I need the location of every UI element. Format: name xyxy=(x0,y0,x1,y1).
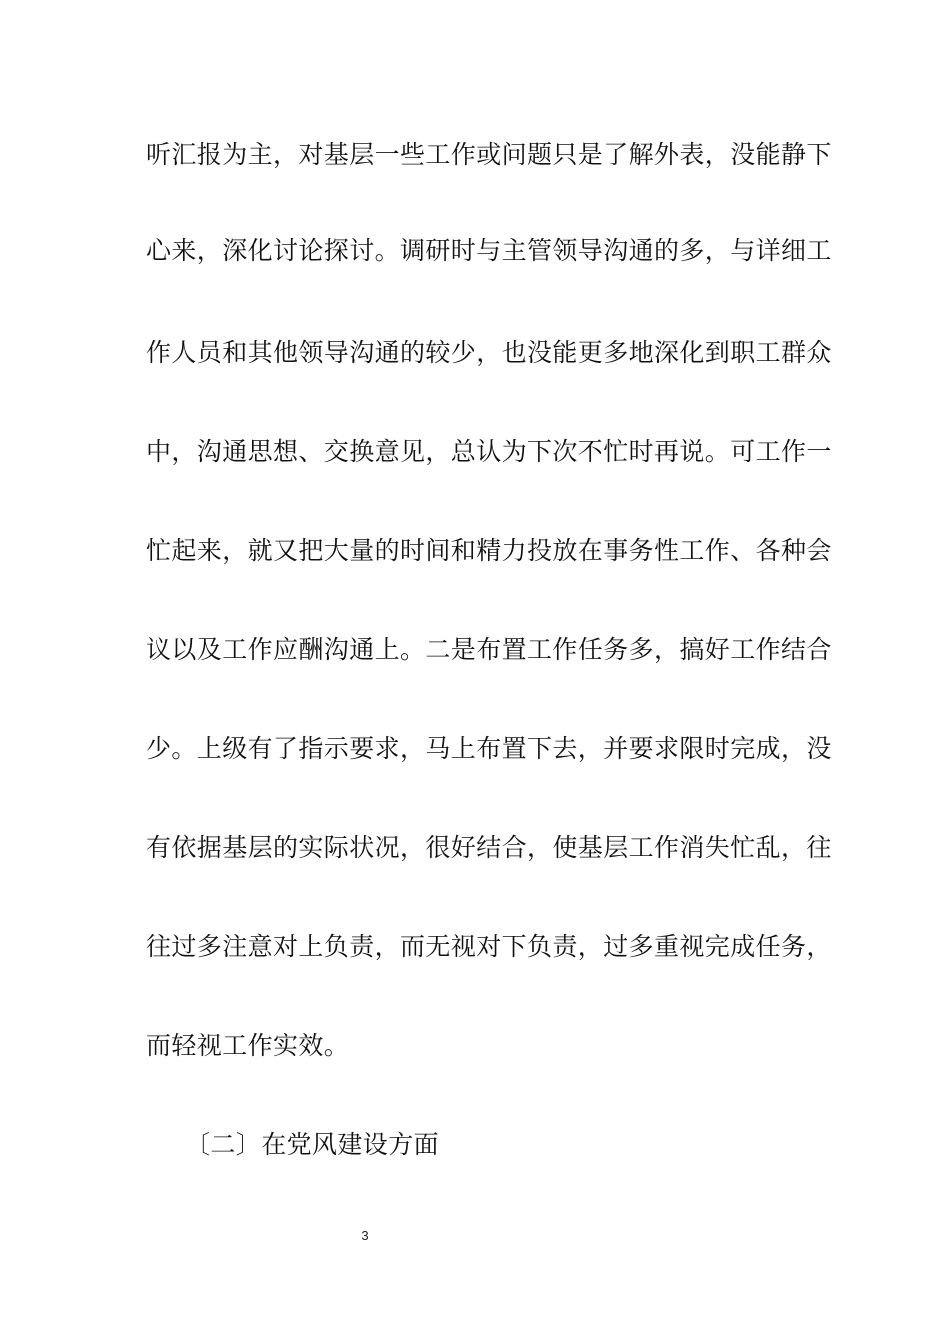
body-text-line-10: 而轻视工作实效。 xyxy=(146,1031,350,1060)
body-text-line-3: 作人员和其他领导沟通的较少，也没能更多地深化到职工群众 xyxy=(146,338,832,367)
body-text-line-9: 往过多注意对上负责，而无视对下负责，过多重视完成任务， xyxy=(146,932,832,961)
body-text-line-8: 有依据基层的实际状况，很好结合，使基层工作消失忙乱，往 xyxy=(146,833,832,862)
body-text-line-4: 中，沟通思想、交换意见，总认为下次不忙时再说。可工作一 xyxy=(146,437,832,466)
body-text-line-2: 心来，深化讨论探讨。调研时与主管领导沟通的多，与详细工 xyxy=(146,236,832,265)
body-text-line-5: 忙起来，就又把大量的时间和精力投放在事务性工作、各种会 xyxy=(146,536,832,565)
body-text-line-1: 听汇报为主，对基层一些工作或问题只是了解外表，没能静下 xyxy=(146,140,832,169)
section-heading: 〔二〕在党风建设方面 xyxy=(185,1130,440,1159)
body-text-line-6: 议以及工作应酬沟通上。二是布置工作任务多，搞好工作结合 xyxy=(146,635,832,664)
body-text-line-7: 少。上级有了指示要求，马上布置下去，并要求限时完成，没 xyxy=(146,734,832,763)
page-number: 3 xyxy=(361,1228,369,1243)
